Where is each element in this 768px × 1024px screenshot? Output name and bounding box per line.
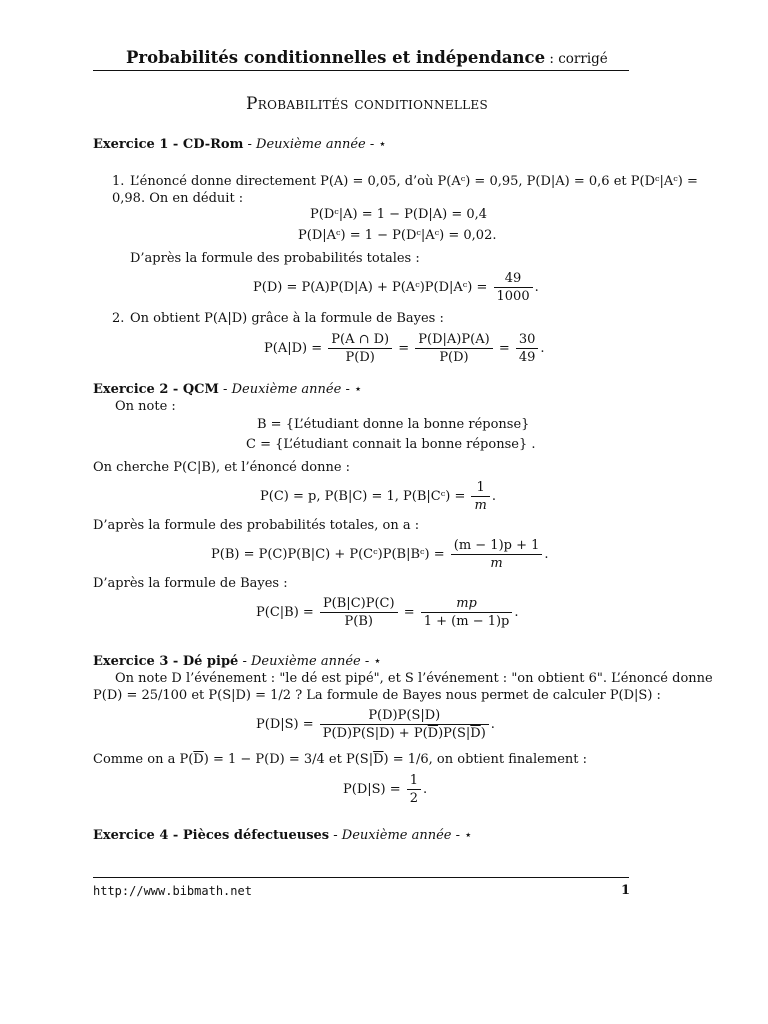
exercise-4-heading	[93, 828, 472, 843]
equation-text: P(A|D) =	[264, 341, 323, 356]
exercise-difficulty: - ⋆	[451, 828, 473, 843]
fraction	[328, 332, 392, 365]
fraction-denominator	[320, 725, 489, 741]
equation-text: P(B) = P(C)P(B|C) + P(Cᶜ)P(B|Bᶜ) =	[211, 547, 445, 562]
text-part: ) = 1/6, on obtient finalement :	[383, 752, 587, 767]
item-text-line: 0,98. On en déduit :	[112, 191, 244, 206]
exercise-number: Exercice 3	[93, 654, 169, 669]
equation	[211, 538, 549, 571]
exercise-name: - CD-Rom	[168, 137, 244, 152]
item-label: 1.	[112, 174, 125, 189]
fraction-denominator: 2	[409, 791, 419, 806]
equation-text: P(C) = p, P(B|C) = 1, P(B|Cᶜ) =	[260, 489, 466, 504]
equation-end: .	[491, 489, 496, 504]
fraction-numerator: 1	[471, 480, 489, 497]
fraction	[407, 773, 421, 806]
fraction-denominator: P(D)	[345, 350, 375, 365]
equation: P(D|Aᶜ) = 1 − P(Dᶜ|Aᶜ) = 0,02.	[298, 228, 497, 243]
fraction-numerator: mp	[421, 596, 513, 613]
item-text-line: L’énoncé donne directement P(A) = 0,05, d’où P(Aᶜ) = 0,95, P(D|A) = 0,6 et P(Dᶜ|Aᶜ) =	[130, 174, 698, 189]
paragraph: On cherche P(C|B), et l’énoncé donne :	[93, 460, 351, 475]
header-rule	[93, 70, 629, 71]
fraction	[516, 332, 539, 365]
exercise-2-heading	[93, 382, 362, 397]
paragraph	[93, 752, 587, 767]
fraction-numerator: P(D|A)P(A)	[415, 332, 492, 349]
equation-end: .	[514, 605, 519, 620]
page-number: 1	[621, 883, 631, 898]
equation	[256, 708, 495, 741]
denominator-part: $\overline{D}$	[427, 726, 439, 741]
fraction	[451, 538, 543, 571]
fraction-numerator: (m − 1)p + 1	[451, 538, 543, 555]
fraction	[421, 596, 513, 629]
exercise-level: Deuxième année	[256, 137, 366, 152]
text-part: Comme on a P(	[93, 752, 194, 767]
fraction	[471, 480, 489, 513]
fraction-denominator: 1000	[496, 289, 530, 304]
definition: C = {L’étudiant connait la bonne réponse} .	[246, 437, 536, 452]
fraction-numerator: 1	[407, 773, 421, 790]
exercise-name: - Pièces défectueuses	[168, 828, 330, 843]
exercise-level: Deuxième année	[341, 828, 452, 843]
fraction-denominator: m	[490, 556, 503, 571]
fraction-numerator: 30	[516, 332, 539, 349]
fraction-denominator: P(D)	[439, 350, 469, 365]
exercise-separator: -	[243, 137, 257, 152]
equation-text: =	[498, 341, 510, 356]
equation-end: .	[423, 782, 428, 797]
text-part: $\overline{D}$	[193, 752, 204, 767]
exercise-name: - Dé pipé	[168, 654, 239, 669]
exercise-1-heading	[93, 137, 387, 152]
exercise-difficulty: - ⋆	[341, 382, 363, 397]
paragraph-line: P(D) = 25/100 et P(S|D) = 1/2 ? La formule de Bayes nous permet de calculer P(D|S) :	[93, 688, 661, 703]
page-header	[126, 48, 608, 67]
exercise-difficulty: - ⋆	[365, 137, 387, 152]
equation-end: .	[540, 341, 545, 356]
footer-url-link[interactable]: http://www.bibmath.net	[93, 884, 252, 898]
equation-text: P(D|S) =	[256, 717, 314, 732]
equation-end: .	[544, 547, 549, 562]
item-label: 2.	[112, 311, 125, 326]
fraction	[320, 708, 489, 741]
equation-text: =	[403, 605, 415, 620]
fraction-numerator: P(B|C)P(C)	[320, 596, 398, 613]
paragraph: D’après la formule des probabilités totales :	[130, 251, 420, 266]
item-text-line: On obtient P(A|D) grâce à la formule de Bayes :	[130, 311, 444, 326]
paragraph: D’après la formule de Bayes :	[93, 576, 288, 591]
document-title-suffix: : corrigé	[545, 51, 608, 67]
exercise-difficulty: - ⋆	[360, 654, 382, 669]
fraction-denominator: m	[474, 498, 487, 513]
equation-end: .	[490, 717, 495, 732]
equation: P(Dᶜ|A) = 1 − P(D|A) = 0,4	[310, 207, 488, 222]
equation	[343, 773, 427, 806]
equation	[253, 271, 539, 304]
exercise-separator: -	[238, 654, 251, 669]
footer-rule	[93, 877, 629, 878]
exercise-separator: -	[329, 828, 342, 843]
section-title: Probabilités conditionnelles	[246, 94, 488, 114]
paragraph-line: On note D l’événement : "le dé est pipé", et S l’événement : "on obtient 6". L’énoncé donne	[115, 671, 713, 686]
text-part: ) = 1 − P(D) = 3/4 et P(S|	[203, 752, 374, 767]
fraction-denominator: 1 + (m − 1)p	[423, 614, 510, 629]
paragraph: On note :	[115, 399, 176, 414]
equation-text: P(C|B) =	[256, 605, 314, 620]
equation-end: .	[534, 280, 539, 295]
fraction-numerator: 49	[494, 271, 533, 288]
exercise-level: Deuxième année	[231, 382, 342, 397]
paragraph: D’après la formule des probabilités totales, on a :	[93, 518, 420, 533]
exercise-level: Deuxième année	[251, 654, 361, 669]
equation	[264, 332, 545, 365]
exercise-separator: -	[218, 382, 232, 397]
equation-text: =	[398, 341, 410, 356]
equation-text: P(D|S) =	[343, 782, 401, 797]
fraction	[320, 596, 398, 629]
definition: B = {L’étudiant donne la bonne réponse}	[257, 417, 530, 432]
document-title: Probabilités conditionnelles et indépendance	[126, 48, 546, 67]
fraction-numerator: P(D)P(S|D)	[320, 708, 489, 725]
denominator-part: P(D)P(S|D) + P(	[322, 726, 428, 741]
fraction	[415, 332, 492, 365]
exercise-3-heading	[93, 654, 382, 669]
exercise-name: - QCM	[168, 382, 219, 397]
equation	[260, 480, 496, 513]
text-part: $\overline{D}$	[373, 752, 384, 767]
denominator-part: $\overline{D}$	[470, 726, 481, 741]
fraction	[494, 271, 533, 304]
fraction-denominator: 49	[518, 350, 536, 365]
fraction-numerator: P(A ∩ D)	[328, 332, 392, 349]
fraction-denominator: P(B)	[344, 614, 373, 629]
denominator-part: )P(S|	[438, 726, 471, 741]
denominator-part: )	[480, 726, 486, 741]
equation	[256, 596, 519, 629]
exercise-number: Exercice 4	[93, 828, 169, 843]
equation-text: P(D) = P(A)P(D|A) + P(Aᶜ)P(D|Aᶜ) =	[253, 280, 488, 295]
exercise-number: Exercice 2	[93, 382, 169, 397]
exercise-number: Exercice 1	[93, 137, 169, 152]
